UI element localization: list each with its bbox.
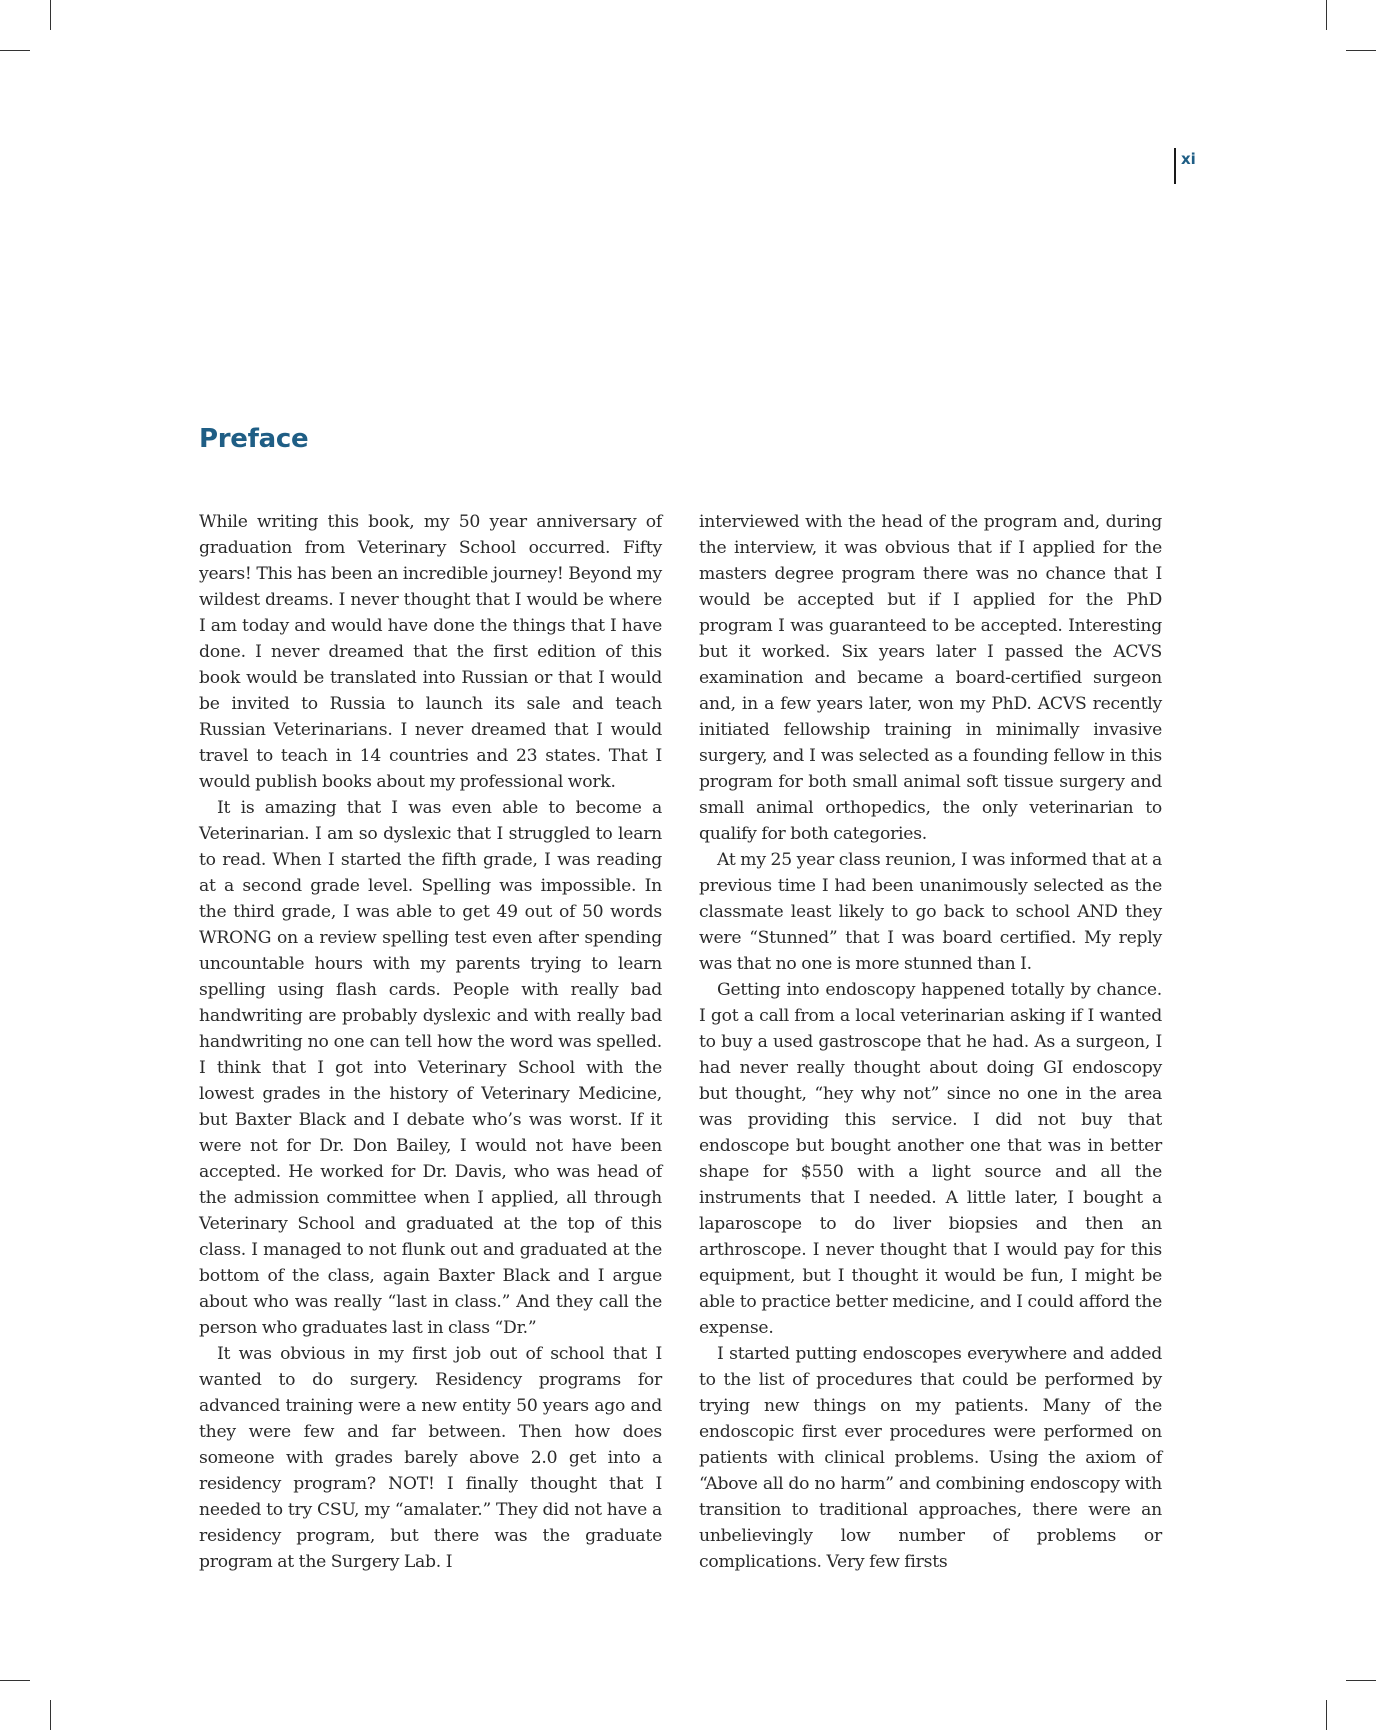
paragraph: At my 25 year class reunion, I was informed that at a previous time I had been unanimously selected as the classmate least likely to go back to school AND they were “Stunned” that I was board certified. My reply was that no one is more stunned than I. bbox=[699, 850, 1162, 974]
paragraph: I started putting endoscopes everywhere and added to the list of procedures that could be performed by trying new things on my patients. Many of the endoscopic first ever procedures were performed on patients with clinical problems. Using the axiom of “Above all do no harm” and combining endoscopy with transition to traditional approaches, there were an unbelievingly low number of problems or complications. Very few firsts bbox=[699, 1344, 1162, 1572]
page-title: Preface bbox=[199, 424, 309, 454]
paragraph: Getting into endoscopy happened totally by chance. I got a call from a local veterinarian asking if I wanted to buy a used gastroscope that he had. As a surgeon, I had never really thought about doing GI endoscopy but thought, “hey why not” since no one in the area was providing this service. I did not buy that endoscope but bought another one that was in better shape for $550 with a light source and all the instruments that I needed. A little later, I bought a laparoscope to do liver biopsies and then an arthroscope. I never thought that I would pay for this equipment, but I thought it would be fun, I might be able to practice better medicine, and I could afford the expense. bbox=[699, 980, 1162, 1338]
paragraph: interviewed with the head of the program and, during the interview, it was obvious that if I applied for the masters degree program there was no chance that I would be accepted but if I applied for the PhD program I was guaranteed to be accepted. Interesting but it worked. Six years later I passed the ACVS examination and became a board-certified surgeon and, in a few years later, won my PhD. ACVS recently initiated fellowship training in minimally invasive surgery, and I was selected as a founding fellow in this program for both small animal soft tissue surgery and small animal orthopedics, the only veterinarian to qualify for both categories. bbox=[699, 512, 1162, 844]
crop-mark-bottom-right-vertical bbox=[1326, 1700, 1327, 1730]
page-number: xi bbox=[1181, 150, 1196, 168]
paragraph: While writing this book, my 50 year anniversary of graduation from Veterinary School occurred. Fifty years! This has been an incredible journey! Beyond my wildest dreams. I never thought that I would be where I am today and would have done the things that I have done. I never dreamed that the first edition of this book would be translated into Russian or that I would be invited to Russia to launch its sale and teach Russian Veterinarians. I never dreamed that I would travel to teach in 14 countries and 23 states. That I would publish books about my professional work. bbox=[199, 512, 662, 792]
folio-rule bbox=[1174, 148, 1176, 184]
left-column bbox=[199, 509, 662, 1575]
paragraph: It is amazing that I was even able to become a Veterinarian. I am so dyslexic that I struggled to learn to read. When I started the fifth grade, I was reading at a second grade level. Spelling was impossible. In the third grade, I was able to get 49 out of 50 words WRONG on a review spelling test even after spending uncountable hours with my parents trying to learn spelling using flash cards. People with really bad handwriting are probably dyslexic and with really bad handwriting no one can tell how the word was spelled. I think that I got into Veterinary School with the lowest grades in the history of Veterinary Medicine, but Baxter Black and I debate who’s was worst. If it were not for Dr. Don Bailey, I would not have been accepted. He worked for Dr. Davis, who was head of the admission committee when I applied, all through Veterinary School and graduated at the top of this class. I managed to not flunk out and graduated at the bottom of the class, again Baxter Black and I argue about who was really “last in class.” And they call the person who graduates last in class “Dr.” bbox=[199, 798, 662, 1338]
crop-mark-bottom-left-horizontal bbox=[0, 1680, 30, 1681]
paragraph: It was obvious in my first job out of school that I wanted to do surgery. Residency programs for advanced training were a new entity 50 years ago and they were few and far between. Then how does someone with grades barely above 2.0 get into a residency program? NOT! I finally thought that I needed to try CSU, my “amalater.” They did not have a residency program, but there was the graduate program at the Surgery Lab. I bbox=[199, 1344, 662, 1572]
crop-mark-top-left-horizontal bbox=[0, 50, 30, 51]
crop-mark-top-left-vertical bbox=[50, 0, 51, 30]
crop-mark-top-right-horizontal bbox=[1346, 50, 1376, 51]
crop-mark-top-right-vertical bbox=[1326, 0, 1327, 30]
crop-mark-bottom-left-vertical bbox=[50, 1700, 51, 1730]
crop-mark-bottom-right-horizontal bbox=[1346, 1680, 1376, 1681]
right-column bbox=[699, 509, 1162, 1575]
